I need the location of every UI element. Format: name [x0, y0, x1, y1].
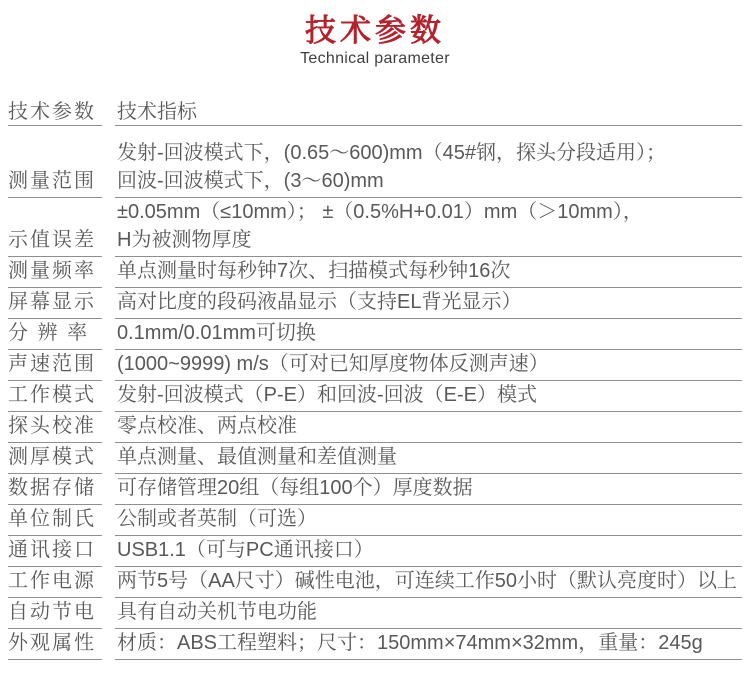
row-value [115, 198, 742, 257]
column-header-indicator: 技术指标 [115, 100, 742, 126]
row-value-line: 高对比度的段码液晶显示（支持EL背光显示） [117, 291, 522, 313]
row-value [115, 536, 742, 567]
table-row [0, 381, 750, 412]
row-value [115, 288, 742, 319]
row-value [115, 598, 742, 629]
table-row [0, 598, 750, 629]
table-row [0, 126, 750, 198]
row-value-line: 公制或者英制（可选） [117, 508, 317, 530]
row-value [115, 257, 742, 288]
row-value-line: 发射-回波模式（P-E）和回波-回波（E-E）模式 [117, 384, 537, 406]
row-value [115, 629, 742, 660]
row-label: 工作模式 [8, 381, 102, 412]
table-row [0, 536, 750, 567]
table-row [0, 288, 750, 319]
table-row [0, 350, 750, 381]
row-value-line: USB1.1（可与PC通讯接口） [117, 539, 374, 561]
row-value-line: 0.1mm/0.01mm可切换 [117, 322, 316, 344]
row-value-line: ±0.05mm（≤10mm）； ±（0.5%H+0.01）mm（＞10mm）， [117, 201, 643, 223]
column-header-parameter: 技术参数 [8, 100, 102, 126]
table-row [0, 257, 750, 288]
table-row [0, 505, 750, 536]
page-subtitle: Technical parameter [300, 50, 450, 67]
page-title: 技术参数 [305, 13, 445, 48]
row-value [115, 412, 742, 443]
row-label: 工作电源 [8, 567, 102, 598]
row-label: 探头校准 [8, 412, 102, 443]
row-value-line: 具有自动关机节电功能 [117, 601, 317, 623]
row-value-line: H为被测物厚度 [117, 229, 252, 251]
row-label: 示值误差 [8, 226, 102, 257]
row-value [115, 381, 742, 412]
table-header-row [0, 100, 750, 126]
row-value [115, 567, 742, 598]
row-value-line: 零点校准、两点校准 [117, 415, 297, 437]
row-label: 测量范围 [8, 167, 102, 198]
row-value [115, 505, 742, 536]
row-label: 测厚模式 [8, 443, 102, 474]
row-value [115, 474, 742, 505]
row-label: 屏幕显示 [8, 288, 102, 319]
row-value [115, 443, 742, 474]
table-row [0, 443, 750, 474]
row-value-line: 可存储管理20组（每组100个）厚度数据 [117, 477, 473, 499]
row-value [115, 126, 742, 198]
table-row [0, 319, 750, 350]
row-label: 分 辨 率 [8, 319, 102, 350]
row-value-line: 两节5号（AA尺寸）碱性电池，可连续工作50小时（默认亮度时）以上 [117, 570, 738, 592]
row-label: 数据存储 [8, 474, 102, 505]
row-value-line: 单点测量时每秒钟7次、扫描模式每秒钟16次 [117, 260, 511, 282]
row-value [115, 319, 742, 350]
row-label: 自动节电 [8, 598, 102, 629]
row-value-line: 材质：ABS工程塑料；尺寸：150mm×74mm×32mm，重量：245g [117, 632, 703, 654]
row-label: 通讯接口 [8, 536, 102, 567]
row-label: 声速范围 [8, 350, 102, 381]
row-value-line: (1000~9999) m/s（可对已知厚度物体反测声速） [117, 353, 549, 375]
table-row [0, 567, 750, 598]
row-label: 单位制氏 [8, 505, 102, 536]
table-row [0, 198, 750, 257]
table-row [0, 412, 750, 443]
row-value-line: 单点测量、最值测量和差值测量 [117, 446, 397, 468]
table-row [0, 629, 750, 660]
row-label: 外观属性 [8, 629, 102, 660]
row-value [115, 350, 742, 381]
table-row [0, 474, 750, 505]
row-label: 测量频率 [8, 257, 102, 288]
row-value-line: 回波-回波模式下，(3～60)mm [117, 170, 384, 192]
spec-table [0, 100, 750, 660]
row-value-line: 发射-回波模式下，(0.65～600)mm（45#钢，探头分段适用）； [117, 142, 666, 164]
